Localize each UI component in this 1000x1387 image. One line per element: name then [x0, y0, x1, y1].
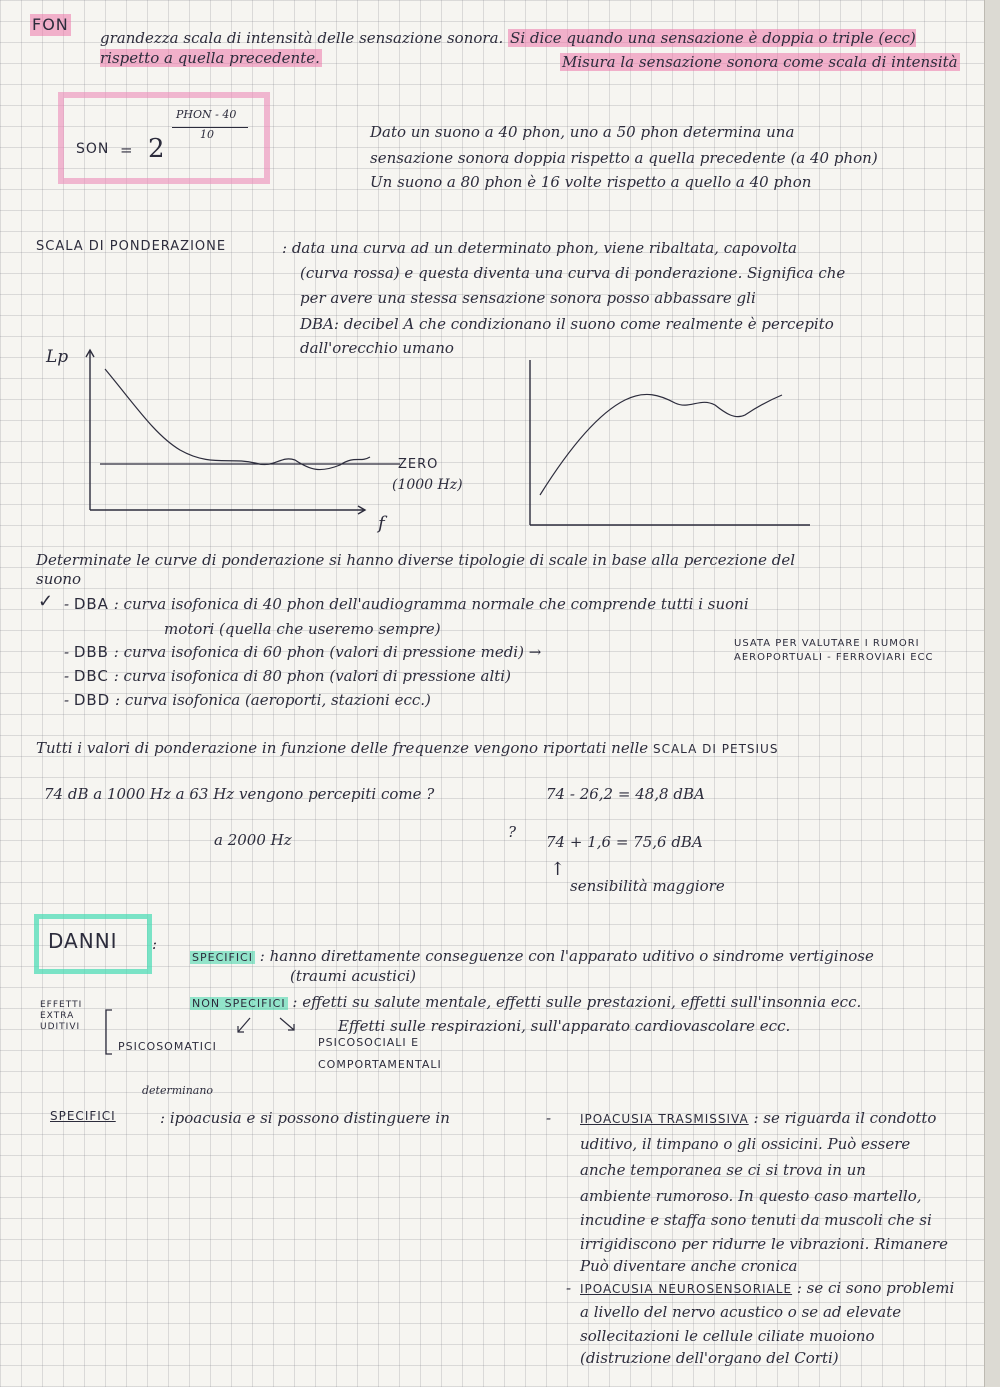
trasmissiva-line-0: : se riguarda il condotto [753, 1109, 937, 1127]
trasmissiva-line-4: incudine e staffa sono tenuti da muscoli che si [580, 1211, 932, 1229]
graph-right-plot [520, 355, 820, 535]
graph-left-plot [80, 345, 400, 525]
specifici-label: SPECIFICI [192, 951, 253, 964]
ponderazione-text-4: DBA: decibel A che condizionano il suono come realmente è percepito [300, 315, 834, 333]
neuro-line-2: sollecitazioni le cellule ciliate muoiono [580, 1327, 875, 1345]
curve-name-dbb: DBB [73, 643, 109, 661]
curve-desc-dbb: : curva isofonica di 60 phon (valori di pressione medi) [113, 643, 524, 661]
psicosociali-label-2: COMPORTAMENTALI [318, 1058, 442, 1071]
fon-term: FON [32, 15, 69, 34]
formula-denominator: 10 [200, 128, 214, 141]
summary-text: Tutti i valori di ponderazione in funzione delle frequenze vengono riportati nelle [36, 739, 649, 757]
page-edge [984, 0, 1000, 1387]
ponderazione-text-5: dall'orecchio umano [300, 339, 454, 357]
up-arrow-icon: ↑ [550, 859, 566, 880]
formula-note-3: Un suono a 80 phon è 16 volte rispetto a quello a 40 phon [370, 173, 812, 191]
curve-item-dbb: - DBB : curva isofonica di 60 phon (valori di pressione medi) → [64, 643, 542, 661]
trasmissiva-line-5: irrigidiscono per ridurre le vibrazioni. Rimanere [580, 1235, 948, 1253]
psicosociali-label-1: PSICOSOCIALI E [318, 1036, 420, 1049]
trasmissiva-line-1: uditivo, il timpano o gli ossicini. Può essere [580, 1135, 911, 1153]
example-a2: 74 + 1,6 = 75,6 dBA [546, 833, 703, 851]
trasmissiva-line-6: Può diventare anche cronica [580, 1257, 798, 1275]
danni-title: DANNI [48, 929, 118, 953]
curves-intro-1: Determinate le curve di ponderazione si hanno diverse tipologie di scale in base alla percezione del [36, 551, 795, 569]
graph-left-zero-label: ZERO [398, 457, 439, 472]
non-specifici-text: : effetti su salute mentale, effetti sulle prestazioni, effetti sull'insonnia ecc. [292, 993, 862, 1011]
curve-item-dba [64, 594, 964, 614]
arrow-right-icon: → [528, 643, 542, 661]
specifici-heading: SPECIFICI [50, 1109, 116, 1123]
trasmissiva-line-3: ambiente rumoroso. In questo caso martello, [580, 1187, 922, 1205]
formula-lhs: SON [76, 141, 110, 157]
curve-desc-dbd: : curva isofonica (aeroporti, stazioni ecc.) [115, 691, 431, 709]
danni-non-specifici-2: Effetti sulle respirazioni, sull'apparato cardiovascolare ecc. [338, 1017, 791, 1035]
specifici-dash-2: - [566, 1279, 572, 1297]
example-q1: 74 dB a 1000 Hz a 63 Hz vengono percepiti come ? [44, 785, 435, 803]
arrows-icon [220, 1014, 310, 1038]
formula-numerator: PHON - 40 [176, 108, 237, 121]
ponderazione-text-2: (curva rossa) e questa diventa una curva di ponderazione. Significa che [300, 264, 846, 282]
example-note: sensibilità maggiore [570, 877, 725, 895]
curve-desc-dba: : curva isofonica di 40 phon dell'audiogramma normale che comprende tutti i suoni [113, 595, 749, 613]
fon-definition-1: grandezza scala di intensità delle sensazione sonora. [100, 29, 504, 47]
neuro-line-0: : se ci sono problemi [796, 1279, 955, 1297]
specifici-text: : hanno direttamente conseguenze con l'apparato uditivo o sindrome vertiginose [259, 947, 874, 965]
ipoacusia-neurosensoriale [580, 1278, 980, 1298]
formula-note-2: sensazione sonora doppia rispetto a quella precedente (a 40 phon) [370, 149, 878, 167]
neuro-title: IPOACUSIA NEUROSENSORIALE [580, 1282, 793, 1296]
graph-left-ylabel: Lp [46, 347, 69, 367]
specifici-small-note: determinano [142, 1084, 214, 1097]
trasmissiva-title: IPOACUSIA TRASMISSIVA [580, 1112, 749, 1126]
curve-desc-dba-2: motori (quella che useremo sempre) [164, 620, 441, 638]
summary-ref: SCALA DI PETSIUS [652, 742, 779, 756]
summary-line [36, 738, 986, 758]
formula-note-1: Dato un suono a 40 phon, uno a 50 phon determina una [370, 123, 795, 141]
fon-definition-3 [560, 52, 960, 72]
neuro-line-3: (distruzione dell'organo del Corti) [580, 1349, 839, 1367]
fon-highlight-2: Misura la sensazione sonora come scala di intensità [562, 53, 958, 71]
graph-left-zero-freq: (1000 Hz) [392, 477, 463, 493]
curves-intro-2: suono [36, 570, 82, 588]
ponderazione-text-1: : data una curva ad un determinato phon, viene ribaltata, capovolta [282, 239, 797, 257]
brace-icon [100, 1008, 120, 1058]
ipoacusia-trasmissiva [580, 1108, 980, 1128]
danni-non-specifici [190, 992, 980, 1012]
formula-base: 2 [148, 134, 165, 164]
example-qmark: ? [508, 823, 517, 841]
side-note-2: AEROPORTUALI - FERROVIARI ECC [734, 652, 934, 663]
effetti-vertical-label: EFFETTI EXTRA UDITIVI [40, 1000, 83, 1032]
fon-highlight-1: Si dice quando una sensazione è doppia o triple (ecc) rispetto a quella precedente. [100, 29, 916, 68]
dash-icon: - [64, 595, 74, 613]
neuro-line-1: a livello del nervo acustico o se ad elevate [580, 1303, 902, 1321]
specifici-intro: : ipoacusia e si possono distinguere in [160, 1109, 450, 1127]
psicosomatici-label: PSICOSOMATICI [118, 1040, 217, 1053]
danni-colon: : [152, 935, 158, 953]
non-specifici-label: NON SPECIFICI [192, 997, 286, 1010]
example-a1: 74 - 26,2 = 48,8 dBA [546, 785, 705, 803]
example-q2: a 2000 Hz [214, 831, 292, 849]
danni-specifici [190, 946, 970, 966]
curve-name-dbc: DBC [73, 667, 109, 685]
graph-left-xlabel: f [378, 513, 385, 534]
trasmissiva-line-2: anche temporanea se ci si trova in un [580, 1161, 866, 1179]
curve-item-dbd: - DBD : curva isofonica (aeroporti, stazioni ecc.) [64, 691, 431, 709]
ponderazione-text-3: per avere una stessa sensazione sonora posso abbassare gli [300, 289, 756, 307]
danni-specifici-2: (traumi acustici) [290, 967, 417, 985]
side-note-1: USATA PER VALUTARE I RUMORI [734, 638, 920, 649]
curve-name-dba: DBA [73, 595, 109, 613]
curve-item-dbc: - DBC : curva isofonica di 80 phon (valori di pressione alti) [64, 667, 511, 685]
curve-name-dbd: DBD [73, 691, 111, 709]
specifici-dash-1: - [546, 1109, 552, 1127]
curve-desc-dbc: : curva isofonica di 80 phon (valori di pressione alti) [113, 667, 511, 685]
check-mark: ✓ [38, 591, 54, 612]
ponderazione-heading: SCALA DI PONDERAZIONE [36, 239, 227, 254]
formula-equals: = [120, 141, 133, 159]
